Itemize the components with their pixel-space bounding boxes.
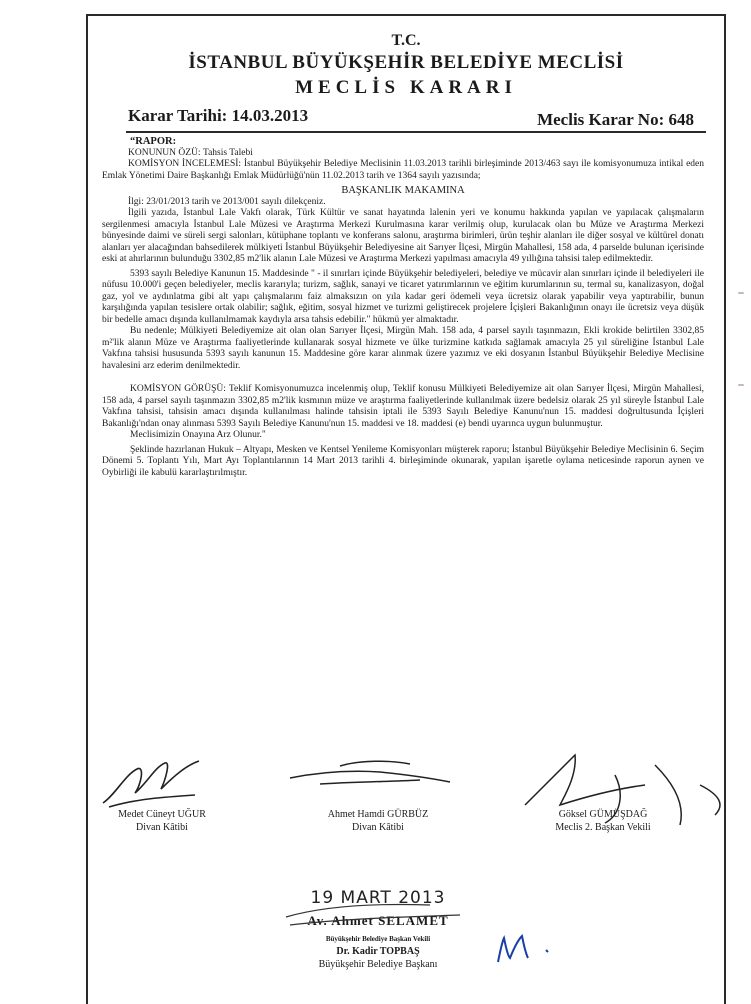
paragraph-law: 5393 sayılı Belediye Kanunun 15. Maddesinde " - il sınırları içinde Büyükşehir belediyeleri, belediye ve mücavir alan sınırları içinde il belediyeleri ile nüfusu 10.000'i geçen belediyeler, meclis kararıyla; turizm, sağlık, sanayi ve ticaret yatırımlarının ve eğitim kurumlarının su, termal su, kanalizasyon, doğal gaz, yol ve aydınlatma gibi alt yapı çalışmalarını faiz almaksızın on yıla kadar geri ödemeli veya ücretsiz olarak yapabilir veya yaptırabilir, bunun karşılığında yapılan tesislere ortak olabilir; sağlık, eğitim, sosyal hizmet ve turizmi geliştirecek projelere İçişleri Bakanlığının onayı ile ücretsiz veya düşük bir bedelle amacı dışında kullanılmamak kaydıyla arsa tahsis edebilir." hükmü yer almaktadır. — [102, 268, 704, 325]
commission-review-label: KOMİSYON İNCELEMESİ: — [128, 159, 242, 169]
subject-value: Tahsis Talebi — [202, 147, 253, 158]
decision-date: Karar Tarihi: 14.03.2013 — [128, 106, 309, 125]
signatory-title: Meclis 2. Başkan Vekili — [555, 822, 651, 833]
signature-scribble-2 — [280, 752, 460, 792]
date-stamp: 19 MART 2013 — [310, 888, 446, 908]
republic-label: T.C. — [391, 32, 421, 49]
council-name: İSTANBUL BÜYÜKŞEHİR BELEDİYE MECLİSİ — [188, 52, 624, 73]
deputy-name: Av. Ahmet SELAMET — [307, 913, 449, 928]
paragraph-request: İlgili yazıda, İstanbul Lale Vakfı olarak, Türk Kültür ve sanat hayatında lalenin yeri ve konumu hakkında yapılan ve yapılacak çalışmaların sergilenmesi amacıyla İstanbul Lale Müzesi ve Araştırma Merkezi Kurulmasına karar verilmiş olup, kurulacak olan bu Müze ve Araştırma Merkezi bünyesinde daimi ve süreli sergi salonları, kütüphane toplantı ve konferans salonu, araştırma birimleri, ürün teşhir alanları ile diğer sosyal ve kültürel donatı alanları yer alacağından bahsedilerek mülkiyeti İstanbul Büyükşehir Belediyesine ait Sarıyer İlçesi, Mirgün Mahallesi, 158 ada, 4 parselde bulunan içerisinde eski at ahırlarının bulunduğu 3302,85 m2'lik alanın Lale Müzesi ve Araştırma Merkezi yapılması amacıyla 49 yıllığına tahsisi talep edilmektedir. — [102, 208, 704, 264]
presidency-heading: BAŞKANLIK MAKAMINA — [341, 185, 465, 196]
commission-opinion-text: Teklif Komisyonumuzca incelenmiş olup, Teklif konusu Mülkiyeti Belediyemize ait olan Sarıyer İlçesi, Mirgün Mahallesi, 158 ada, 4 parsel sayılı taşınmazın 3302,85 m2'lik kısmının müze ve araştırma faaliyetlerinde kullanılmak üzere bedelsiz olarak 25 yıl süreyle İstanbul Lale Vakfına tahsisi, tahsisin amacı dışında kullanılması halinde tahsisin iptali ile 5393 Sayılı Belediye Kanunu'nun 15. maddesi doğrultusunda İçişleri Bakanlığı'ndan onay alınması 5393 Sayılı Belediye Kanunu'nun 15. maddesi ve 18. maddesi (e) bendi uyarınca uygun bulunmuştur. — [102, 384, 705, 429]
deputy-title: Büyükşehir Belediye Başkan Vekili — [325, 935, 431, 943]
punch-mark — [738, 384, 744, 386]
signatory-name: Göksel GÜMÜŞDAĞ — [558, 809, 648, 820]
signature-scribble-3 — [505, 745, 735, 835]
decision-meta — [128, 106, 694, 132]
report-heading: “RAPOR: — [130, 136, 177, 147]
punch-mark — [738, 292, 744, 294]
decision-type: MECLİS KARARI — [295, 77, 517, 98]
mayor-block — [278, 945, 478, 971]
closing-paragraph: Şeklinde hazırlanan Hukuk – Altyapı, Mesken ve Kentsel Yenileme Komisyonları müşterek raporu; İstanbul Büyükşehir Belediye Meclisinin 6. Seçim Dönemi 5. Toplantı Yılı, Mart Ayı Toplantılarının 14 Mart 2013 tarihli 4. birleşiminde okunarak, yapılan işaretle oylama neticesinde raporun aynen ve Oybirliği ile kabulü kararlaştırılmıştır. — [102, 444, 704, 478]
mayor-title: Büyükşehir Belediye Başkanı — [318, 959, 438, 970]
signature-secretary-2 — [308, 808, 448, 834]
signatory-name: Ahmet Hamdi GÜRBÜZ — [327, 809, 429, 820]
signatory-title: Divan Kâtibi — [352, 822, 404, 833]
signatory-title: Divan Kâtibi — [136, 822, 188, 833]
seen-stamp-scribble — [280, 893, 480, 933]
decision-number: Meclis Karar No: 648 — [537, 110, 694, 129]
document-body — [102, 136, 704, 479]
submission-line: Meclisimizin Onayına Arz Olunur." — [130, 430, 266, 440]
initials-mark — [492, 928, 562, 968]
paragraph-reason: Bu nedenle; Mülkiyeti Belediyemize ait olan olan Sarıyer İlçesi, Mirgün Mah. 158 ada, 4 parsel sayılı taşınmazın, Ekli krokide belirtilen 3302,85 m²'lik alanın Müze ve Araştırma faaliyetlerinde kullanarak sosyal hizmete ve ülke turizmine katkıda sağlamak amacıyla 25 yıl süreliğine İstanbul Lale Vakfına tahsisi hususunda 5393 sayılı kanunun 15. Maddesine göre karar alınmak üzere yazımız ve eki dosyanın İstanbul Büyükşehir Belediye Meclisine havalesini arz ederim denilmektedir. — [102, 326, 704, 371]
signatory-name: Medet Cüneyt UĞUR — [118, 809, 206, 820]
mayor-name: Dr. Kadir TOPBAŞ — [336, 946, 420, 957]
subject-label: KONUNUN ÖZÜ: — [128, 147, 201, 158]
commission-opinion-label: KOMİSYON GÖRÜŞÜ: — [130, 384, 226, 394]
signature-scribble-1 — [95, 755, 205, 815]
reference-line: İlgi: 23/01/2013 tarih ve 2013/001 sayılı dilekçeniz. — [128, 196, 326, 207]
commission-review-text: İstanbul Büyükşehir Belediye Meclisinin 11.03.2013 tarihli birleşiminde 2013/463 sayı ile komisyonumuza intikal eden Emlak Yönetimi Daire Başkanlığı Emlak Müdürlüğü'nün 11.02.2013 tarih ve 1364 sayılı yazısında; — [102, 159, 704, 181]
header-divider — [126, 131, 706, 133]
document-page — [86, 14, 726, 1004]
